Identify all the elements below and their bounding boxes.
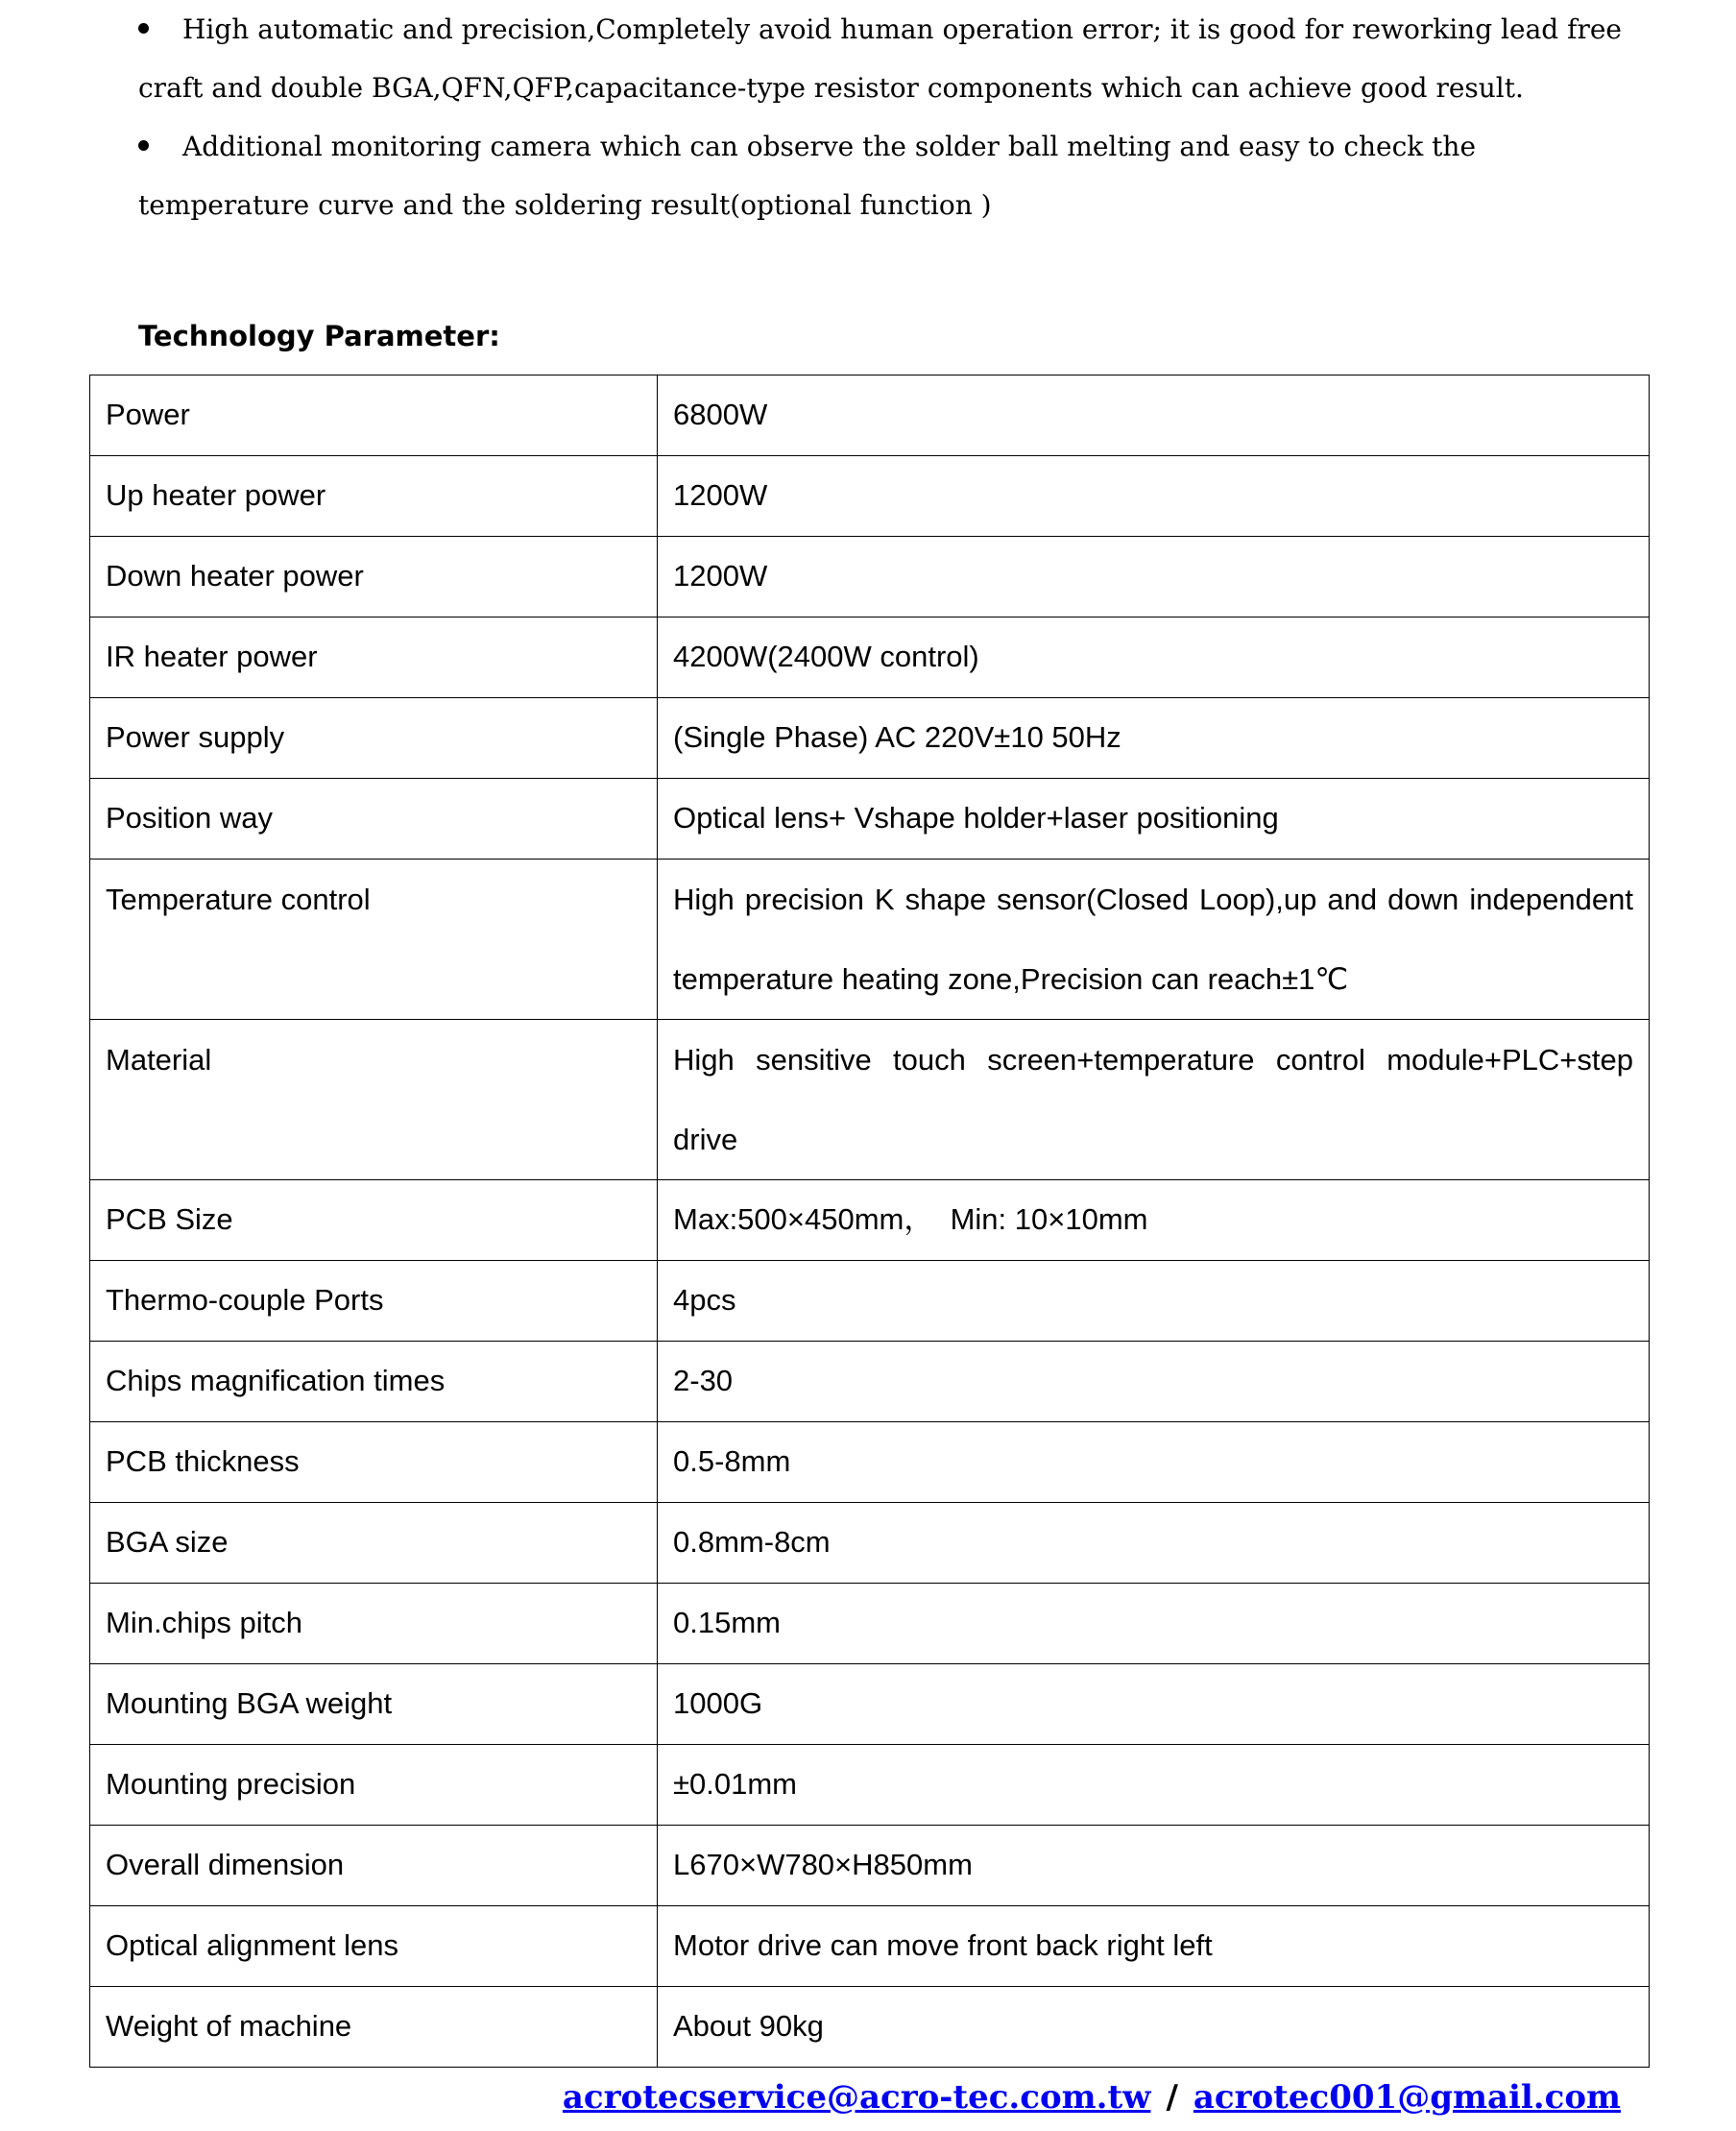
param-value: 0.8mm-8cm xyxy=(658,1503,1650,1584)
table-row xyxy=(90,1987,1650,2068)
param-name: Weight of machine xyxy=(90,1987,658,2068)
table-row xyxy=(90,1664,1650,1745)
param-name: Down heater power xyxy=(90,537,658,618)
bullet-text: Additional monitoring camera which can observe the solder ball melting and easy to check the temperature curve and the soldering result(optional function ) xyxy=(138,131,1477,221)
table-row xyxy=(90,1261,1650,1342)
table-row xyxy=(90,1422,1650,1503)
param-value: Motor drive can move front back right left xyxy=(658,1906,1650,1987)
param-name: Overall dimension xyxy=(90,1826,658,1906)
table-row xyxy=(90,1584,1650,1664)
bullet-icon xyxy=(138,140,149,151)
param-value: 1200W xyxy=(658,537,1650,618)
param-value: 2-30 xyxy=(658,1342,1650,1422)
param-name: PCB Size xyxy=(90,1180,658,1261)
param-name: PCB thickness xyxy=(90,1422,658,1503)
param-value: Max:500×450mm， Min: 10×10mm xyxy=(658,1180,1650,1261)
param-value: 0.5-8mm xyxy=(658,1422,1650,1503)
table-row xyxy=(90,1342,1650,1422)
param-name: Chips magnification times xyxy=(90,1342,658,1422)
param-value: 1000G xyxy=(658,1664,1650,1745)
contact-footer xyxy=(563,2074,1621,2120)
table-row xyxy=(90,456,1650,537)
param-name: Up heater power xyxy=(90,456,658,537)
table-row xyxy=(90,779,1650,860)
param-value: L670×W780×H850mm xyxy=(658,1826,1650,1906)
param-name: IR heater power xyxy=(90,618,658,698)
list-item xyxy=(138,0,1655,117)
email-link-gmail[interactable]: acrotec001@gmail.com xyxy=(1193,2078,1621,2117)
param-value: About 90kg xyxy=(658,1987,1650,2068)
param-name: Material xyxy=(90,1020,658,1180)
param-name: Position way xyxy=(90,779,658,860)
bullet-icon xyxy=(138,23,149,34)
table-row xyxy=(90,698,1650,779)
param-value: High sensitive touch screen+temperature control module+PLC+step drive xyxy=(658,1020,1650,1180)
param-name: Power xyxy=(90,375,658,456)
param-value: High precision K shape sensor(Closed Loop),up and down independent temperature heating zone,Precision can reach±1℃ xyxy=(658,860,1650,1020)
table-row xyxy=(90,537,1650,618)
table-row xyxy=(90,860,1650,1020)
table-row xyxy=(90,375,1650,456)
param-name: BGA size xyxy=(90,1503,658,1584)
param-name: Power supply xyxy=(90,698,658,779)
email-link-service[interactable]: acrotecservice@acro-tec.com.tw xyxy=(562,2078,1151,2117)
table-row xyxy=(90,1906,1650,1987)
feature-list xyxy=(138,0,1655,234)
param-value: (Single Phase) AC 220V±10 50Hz xyxy=(658,698,1650,779)
table-row xyxy=(90,618,1650,698)
param-name: Optical alignment lens xyxy=(90,1906,658,1987)
table-row xyxy=(90,1826,1650,1906)
param-name: Min.chips pitch xyxy=(90,1584,658,1664)
param-value: 4200W(2400W control) xyxy=(658,618,1650,698)
table-row xyxy=(90,1503,1650,1584)
param-name: Mounting BGA weight xyxy=(90,1664,658,1745)
table-row xyxy=(90,1020,1650,1180)
table-row xyxy=(90,1745,1650,1826)
param-value: 0.15mm xyxy=(658,1584,1650,1664)
param-name: Mounting precision xyxy=(90,1745,658,1826)
table-row xyxy=(90,1180,1650,1261)
param-name: Thermo-couple Ports xyxy=(90,1261,658,1342)
param-value: 1200W xyxy=(658,456,1650,537)
param-value: Optical lens+ Vshape holder+laser positioning xyxy=(658,779,1650,860)
param-value: ±0.01mm xyxy=(658,1745,1650,1826)
param-name: Temperature control xyxy=(90,860,658,1020)
param-value: 6800W xyxy=(658,375,1650,456)
list-item xyxy=(138,117,1655,234)
parameter-table xyxy=(89,375,1650,2068)
param-value: 4pcs xyxy=(658,1261,1650,1342)
section-title: Technology Parameter: xyxy=(138,320,500,352)
email-separator: / xyxy=(1166,2078,1178,2117)
bullet-text: High automatic and precision,Completely avoid human operation error; it is good for reworking lead free craft and double BGA,QFN,QFP,capacitance-type resistor components which can achieve good result. xyxy=(138,13,1622,104)
